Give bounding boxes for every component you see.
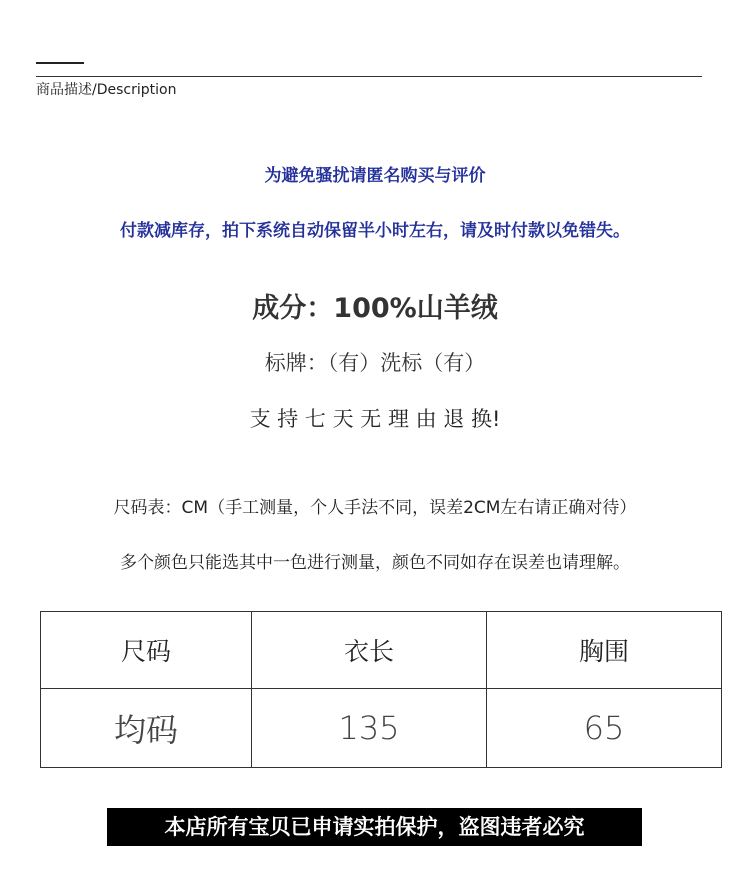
section-title: 商品描述/Description <box>36 82 177 98</box>
title-accent-bar <box>36 62 84 64</box>
color-measure-note: 多个颜色只能选其中一色进行测量，颜色不同如存在误差也请理解。 <box>120 553 630 573</box>
header-length: 衣长 <box>252 612 487 689</box>
size-chart-note: 尺码表：CM（手工测量，个人手法不同，误差2CM左右请正确对待） <box>113 498 637 518</box>
header-bust: 胸围 <box>487 612 722 689</box>
notice-anonymous-purchase: 为避免骚扰请匿名购买与评价 <box>264 166 486 186</box>
cell-length: 135 <box>252 689 487 768</box>
copyright-banner: 本店所有宝贝已申请实拍保护，盗图违者必究 <box>107 808 642 846</box>
table-header-row <box>41 612 722 689</box>
size-table <box>40 611 722 768</box>
notice-payment-stock: 付款减库存，拍下系统自动保留半小时左右，请及时付款以免错失。 <box>120 221 630 241</box>
composition-text: 成分：100%山羊绒 <box>252 293 498 324</box>
tags-text: 标牌：（有）洗标（有） <box>264 351 486 375</box>
header-size: 尺码 <box>41 612 252 689</box>
returns-policy-text: 支 持 七 天 无 理 由 退 换! <box>249 407 501 431</box>
cell-bust: 65 <box>487 689 722 768</box>
table-row <box>41 689 722 768</box>
cell-size: 均码 <box>41 689 252 768</box>
title-divider <box>36 76 702 77</box>
